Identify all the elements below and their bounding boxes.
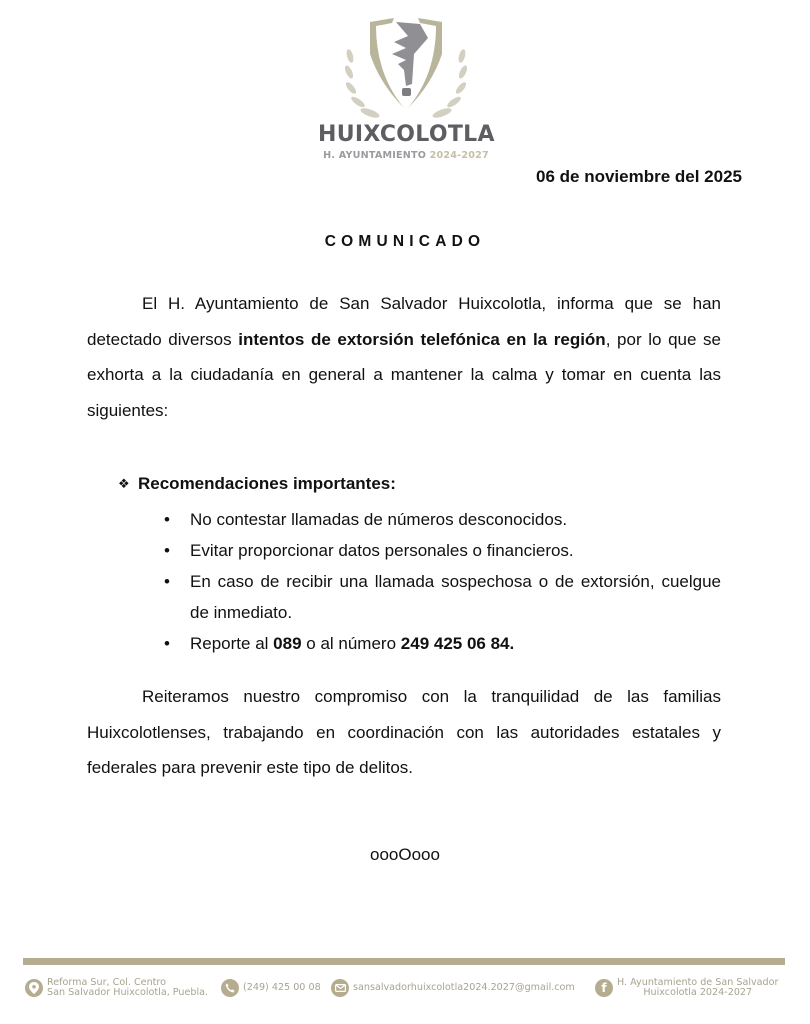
email-link[interactable]: sansalvadorhuixcolotla2024.2027@gmail.com [353,982,575,993]
list-item-text: No contestar llamadas de números desconocidos. [190,510,568,529]
closing-text: Reiteramos nuestro compromiso con la tranquilidad de las familias Huixcolotlenses, trabajando en coordinación con las autoridades estatales y federales para prevenir este tipo de delitos. [87,687,721,777]
end-mark: oooOooo [370,845,440,864]
facebook-line2: Huixcolotla 2024-2027 [643,987,753,998]
logo-subtitle-text: H. AYUNTAMIENTO [323,150,427,161]
address-line1: Reforma Sur, Col. Centro [47,977,167,988]
list-item [164,566,721,628]
address-line2: San Salvador Huixcolotla, Puebla. [47,987,209,998]
facebook-text[interactable] [617,978,778,998]
closing-paragraph [87,679,721,786]
recommendations-heading-text: Recomendaciones importantes: [138,474,396,493]
facebook-icon: f [595,979,613,997]
emergency-number: 089 [273,634,302,653]
address-text [47,978,208,998]
recommendations-heading [118,474,396,494]
footer [25,976,790,1006]
phone-icon [221,979,239,997]
intro-paragraph [87,286,721,428]
document-date: 06 de noviembre del 2025 [536,167,742,186]
logo-years: 2024-2027 [429,150,489,161]
shield-crest-icon [340,14,472,122]
list-item-text: Evitar proporcionar datos personales o financieros. [190,541,574,560]
recommendations-list [164,504,721,659]
email-icon [331,979,349,997]
intro-text-end: , por lo que se exhorta a la ciudadanía en general a mantener la calma y tomar en cuenta las siguientes: [87,329,722,420]
list-item-text: En caso de recibir una llamada sospechosa o de extorsión, cuelgue de inmediato. [190,572,721,622]
bullet-icon: • [164,510,170,529]
facebook-line1: H. Ayuntamiento de San Salvador [617,977,779,988]
footer-facebook[interactable] [595,978,778,998]
four-diamond-icon: ❖ [118,476,130,491]
intro-emphasis: intentos de extorsión telefónica en la región [238,329,606,349]
list-item [164,535,721,566]
logo-name: HUIXCOLOTLA [318,122,495,147]
report-phone-number: 249 425 06 84. [400,634,515,653]
location-pin-icon [25,979,43,997]
intro-text: El H. Ayuntamiento de San Salvador Huixcolotla, informa que se han detectado diversos [87,294,721,349]
footer-divider [23,958,785,965]
footer-phone [221,979,321,997]
logo-subtitle [318,150,494,161]
document-title: COMUNICADO [324,233,486,250]
list-item-report [164,628,721,659]
report-middle: o al número [301,634,401,653]
phone-text: (249) 425 00 08 [243,982,321,993]
footer-address [25,978,208,998]
bullet-icon: • [164,634,170,653]
bullet-icon: • [164,572,170,591]
report-prefix: Reporte al [190,634,274,653]
footer-email[interactable] [331,979,575,997]
municipal-logo [318,14,494,164]
list-item [164,504,721,535]
bullet-icon: • [164,541,170,560]
